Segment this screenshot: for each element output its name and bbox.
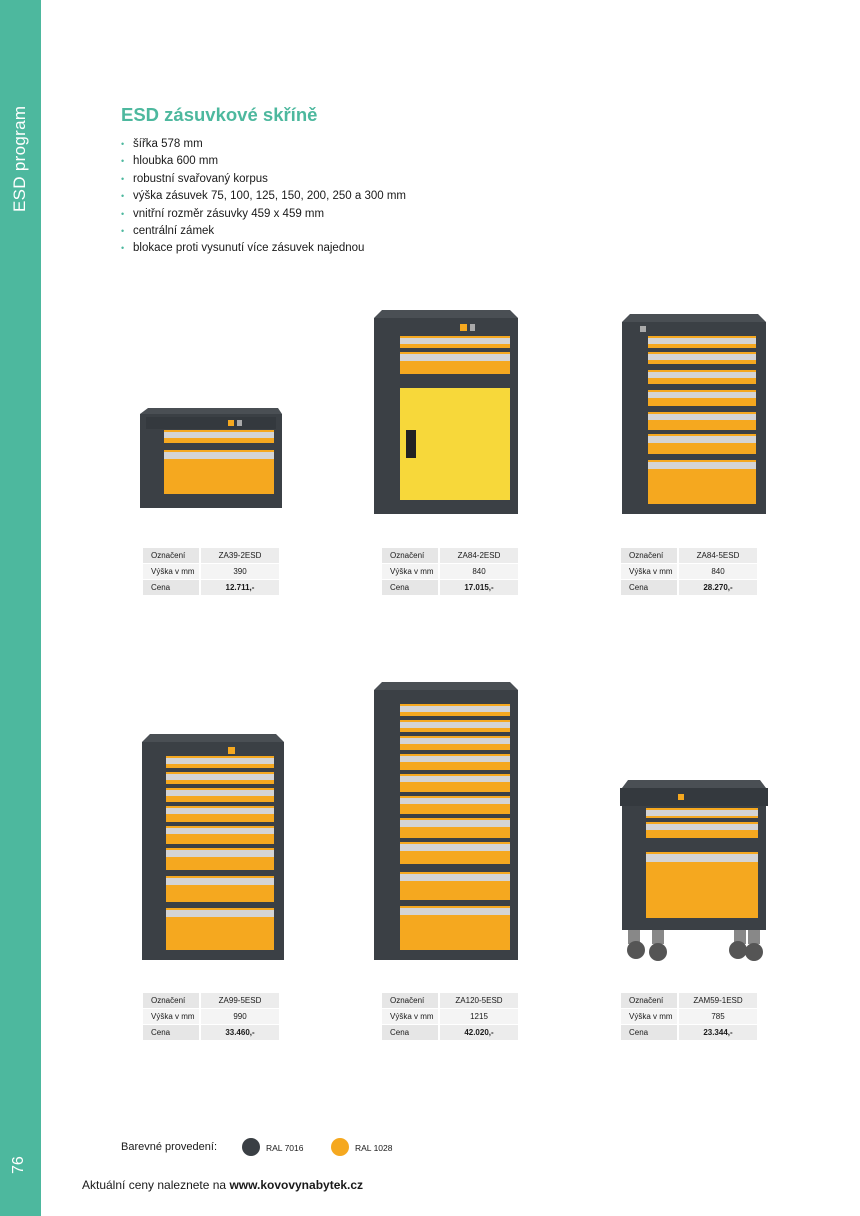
table-row: Cena 33.460,- bbox=[143, 1025, 279, 1041]
color-swatch-ral-1028 bbox=[331, 1138, 349, 1156]
table-row: Výška v mm 840 bbox=[621, 564, 757, 580]
table-row: Označení ZAM59-1ESD bbox=[621, 993, 757, 1009]
list-item: • vnitřní rozměr zásuvky 459 x 459 mm bbox=[121, 207, 325, 220]
table-row: Cena 28.270,- bbox=[621, 580, 757, 596]
cabinet-illustration bbox=[372, 310, 520, 516]
spec-table-za39-2esd bbox=[143, 548, 279, 596]
cabinet-illustration bbox=[618, 780, 770, 964]
product-image-za120-5esd bbox=[372, 682, 520, 962]
table-row: Výška v mm 990 bbox=[143, 1009, 279, 1025]
sidebar-section-label: ESD program bbox=[10, 105, 29, 212]
product-image-za99-5esd bbox=[140, 734, 286, 962]
list-item: • robustní svařovaný korpus bbox=[121, 172, 268, 185]
table-row: Výška v mm 785 bbox=[621, 1009, 757, 1025]
table-row: Cena 17.015,- bbox=[382, 580, 518, 596]
page-number: 76 bbox=[10, 1156, 27, 1174]
list-item: • centrální zámek bbox=[121, 225, 215, 238]
list-item: • hloubka 600 mm bbox=[121, 155, 219, 168]
spec-table-za120-5esd bbox=[382, 993, 518, 1041]
table-row: Cena 12.711,- bbox=[143, 580, 279, 596]
spec-table-za84-5esd bbox=[621, 548, 757, 596]
list-item: • blokace proti vysunutí více zásuvek najednou bbox=[121, 242, 365, 255]
table-row: Cena 42.020,- bbox=[382, 1025, 518, 1041]
spec-table-za99-5esd bbox=[143, 993, 279, 1041]
color-swatch-ral-7016 bbox=[242, 1138, 260, 1156]
table-row: Označení ZA84-2ESD bbox=[382, 548, 518, 564]
table-row: Cena 23.344,- bbox=[621, 1025, 757, 1041]
color-name: RAL 7016 bbox=[266, 1143, 304, 1153]
table-row: Výška v mm 840 bbox=[382, 564, 518, 580]
table-row: Označení ZA84-5ESD bbox=[621, 548, 757, 564]
feature-list bbox=[121, 136, 406, 258]
product-image-zam59-1esd bbox=[618, 780, 770, 964]
table-row: Výška v mm 1215 bbox=[382, 1009, 518, 1025]
cabinet-illustration bbox=[372, 682, 520, 962]
table-row: Výška v mm 390 bbox=[143, 564, 279, 580]
spec-table-zam59-1esd bbox=[621, 993, 757, 1041]
table-row: Označení ZA99-5ESD bbox=[143, 993, 279, 1009]
list-item: • výška zásuvek 75, 100, 125, 150, 200, 250 a 300 mm bbox=[121, 190, 406, 203]
color-options-label: Barevné provedení: bbox=[121, 1141, 218, 1153]
product-image-za39-2esd bbox=[138, 408, 284, 510]
cabinet-illustration bbox=[140, 734, 286, 962]
website-link[interactable]: www.kovovynabytek.cz bbox=[229, 1178, 364, 1192]
sidebar bbox=[0, 0, 41, 1216]
spec-table-za84-2esd bbox=[382, 548, 518, 596]
page-title: ESD zásuvkové skříně bbox=[121, 104, 318, 125]
cabinet-illustration bbox=[620, 314, 768, 516]
product-image-za84-2esd bbox=[372, 310, 520, 516]
product-image-za84-5esd bbox=[620, 314, 768, 516]
color-name: RAL 1028 bbox=[355, 1143, 393, 1153]
table-row: Označení ZA39-2ESD bbox=[143, 548, 279, 564]
list-item: • šířka 578 mm bbox=[121, 138, 203, 150]
table-row: Označení ZA120-5ESD bbox=[382, 993, 518, 1009]
cabinet-illustration bbox=[138, 408, 284, 510]
footer: Aktuální ceny naleznete na www.kovovynabytek.cz bbox=[82, 1178, 364, 1192]
